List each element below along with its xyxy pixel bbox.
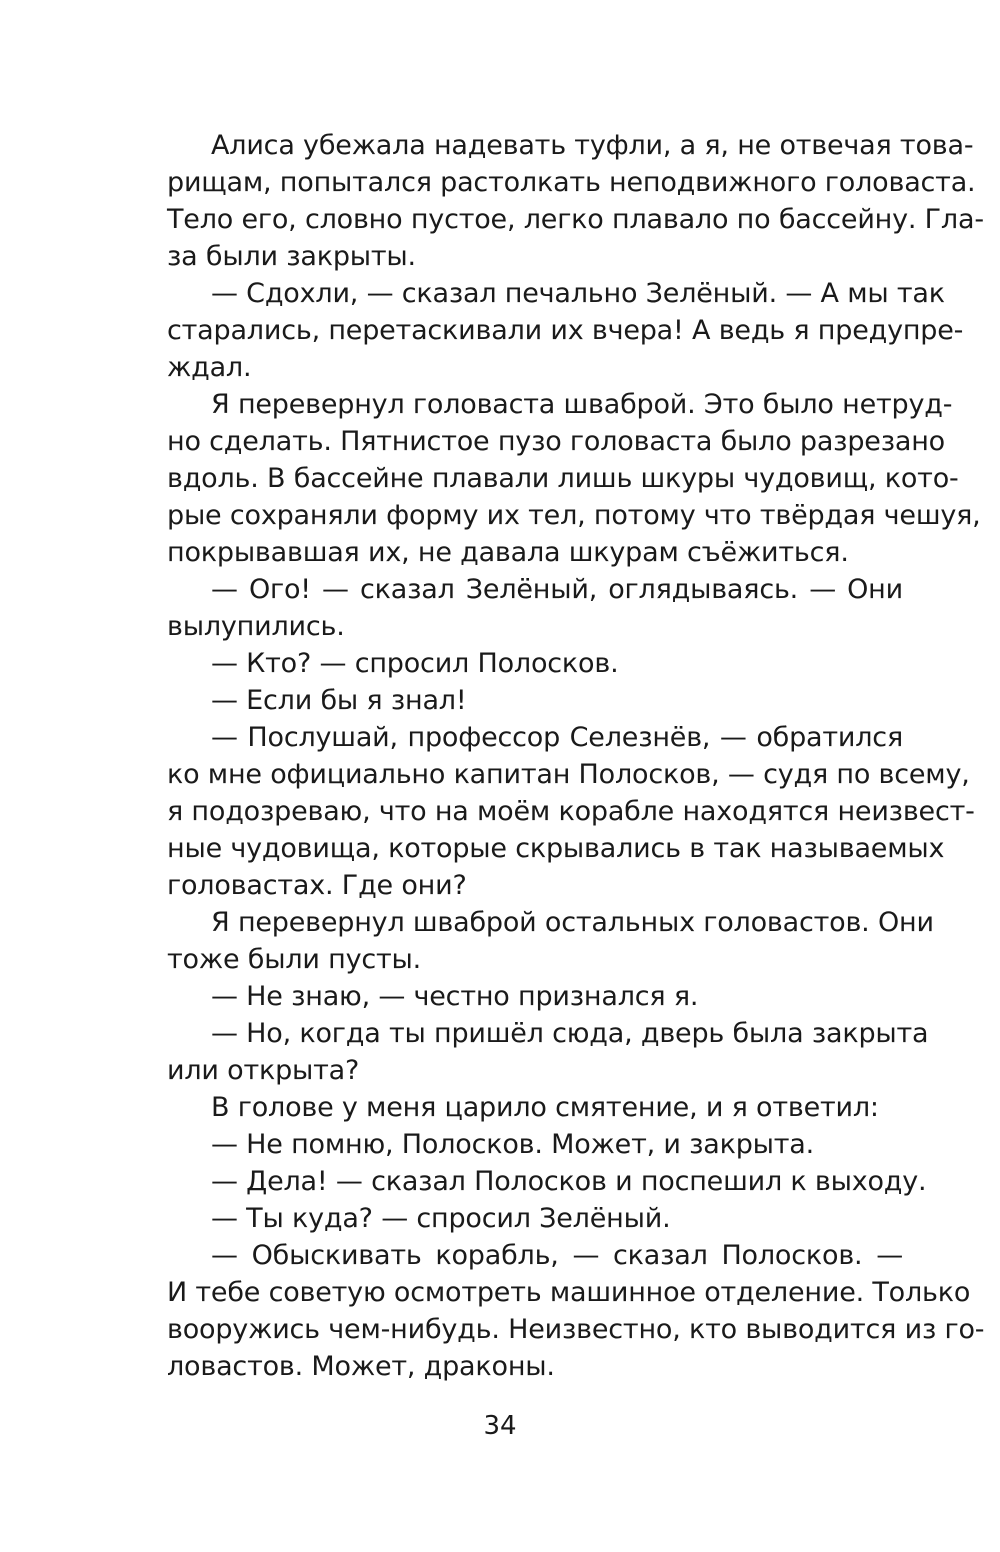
text-line: покрывавшая их, не давала шкурам съёжиться. [167, 537, 849, 568]
text-line: ко мне официально капитан Полосков, — судя по всему, [167, 759, 970, 790]
text-line: — Но, когда ты пришёл сюда, дверь была закрыта [211, 1018, 929, 1049]
text-line: ждал. [167, 352, 252, 383]
text-line: В голове у меня царило смятение, и я ответил: [211, 1092, 879, 1123]
text-line: вылупились. [167, 611, 345, 642]
text-line: ловастов. Может, драконы. [167, 1351, 555, 1382]
text-line: — Не помню, Полосков. Может, и закрыта. [211, 1129, 815, 1160]
text-line: ные чудовища, которые скрывались в так называемых [167, 833, 945, 864]
text-line: тоже были пусты. [167, 944, 422, 975]
text-line: но сделать. Пятнистое пузо головаста было разрезано [167, 426, 945, 457]
text-line: — Дела! — сказал Полосков и поспешил к выходу. [211, 1166, 927, 1197]
text-line: я подозреваю, что на моём корабле находятся неизвест- [167, 796, 975, 827]
text-line: — Кто? — спросил Полосков. [211, 648, 619, 679]
text-line: вдоль. В бассейне плавали лишь шкуры чудовищ, кото- [167, 463, 959, 494]
text-line: Алиса убежала надевать туфли, а я, не отвечая това- [211, 130, 974, 161]
text-line: — Ого! — сказал Зелёный, оглядываясь. — Они [211, 574, 903, 605]
text-line: старались, перетаскивали их вчера! А ведь я предупре- [167, 315, 964, 346]
text-line: — Сдохли, — сказал печально Зелёный. — А мы так [211, 278, 945, 309]
text-line: головастах. Где они? [167, 870, 467, 901]
text-line: — Не знаю, — честно признался я. [211, 981, 699, 1012]
text-line: И тебе советую осмотреть машинное отделение. Только [167, 1277, 971, 1308]
text-line: за были закрыты. [167, 241, 416, 272]
body-text [167, 127, 985, 1385]
text-line: или открыта? [167, 1055, 360, 1086]
page-number: 34 [483, 1411, 517, 1441]
text-line: Я перевернул шваброй остальных головастов. Они [211, 907, 934, 938]
text-line: Тело его, словно пустое, легко плавало по бассейну. Гла- [167, 204, 984, 235]
text-line: Я перевернул головаста шваброй. Это было нетруд- [211, 389, 953, 420]
text-line: рые сохраняли форму их тел, потому что твёрдая чешуя, [167, 500, 981, 531]
text-line: — Ты куда? — спросил Зелёный. [211, 1203, 671, 1234]
text-line: — Если бы я знал! [211, 685, 467, 716]
text-line: — Обыскивать корабль, — сказал Полосков. — [211, 1240, 903, 1271]
text-line: рищам, попытался растолкать неподвижного головаста. [167, 167, 976, 198]
text-line: — Послушай, профессор Селезнёв, — обратился [211, 722, 903, 753]
text-line: вооружись чем-нибудь. Неизвестно, кто выводится из го- [167, 1314, 985, 1345]
